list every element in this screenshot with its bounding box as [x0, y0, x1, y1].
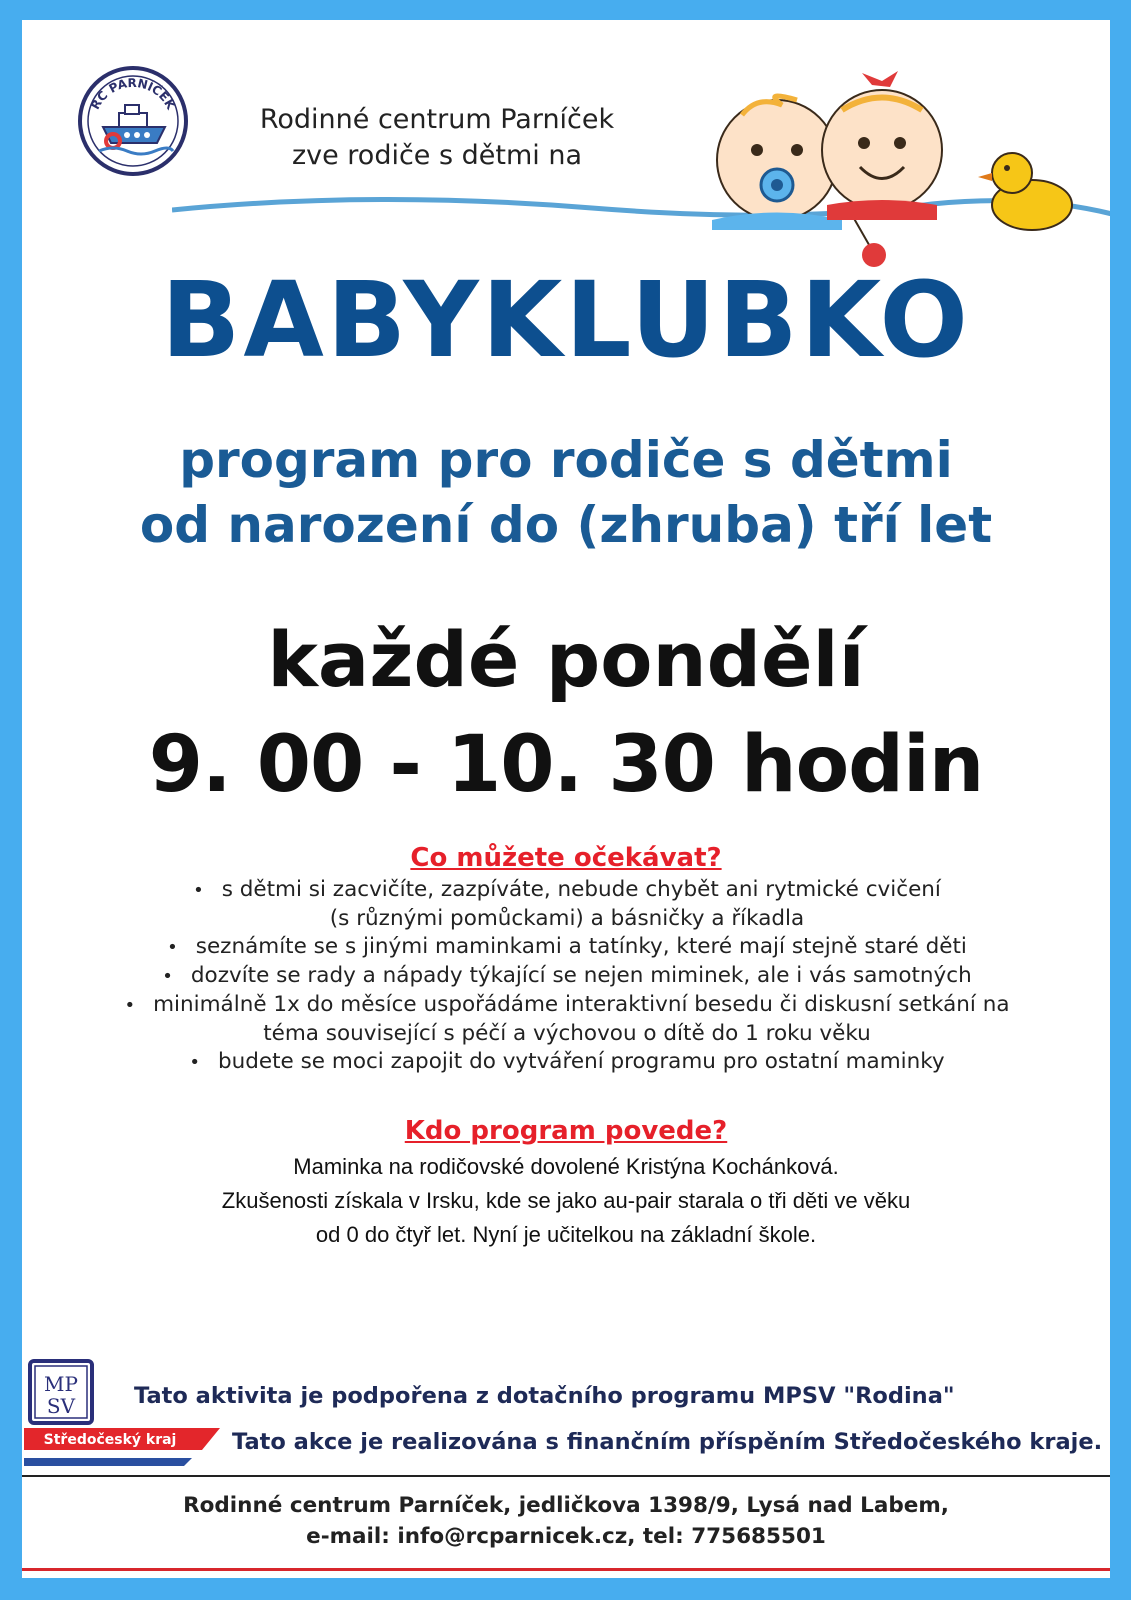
boat-logo-icon	[77, 65, 189, 177]
footer-address: Rodinné centrum Parníček, jedličkova 1398/9, Lysá nad Labem,	[183, 1493, 949, 1518]
header-line-2: zve rodiče s dětmi na	[291, 140, 583, 171]
expect-heading: Co můžete očekávat?	[410, 843, 722, 873]
kraj-funding-text: Tato akce je realizována s finančním příspěním Středočeského kraje.	[232, 1429, 1103, 1455]
header-invitation	[202, 102, 672, 174]
subtitle-line-1: program pro rodiče s dětmi	[179, 431, 953, 489]
mpsv-funding-text: Tato aktivita je podpořena z dotačního programu MPSV "Rodina"	[134, 1383, 955, 1409]
bio-line-3: od 0 do čtyř let. Nyní je učitelkou na základní škole.	[315, 1222, 817, 1247]
list-item: • dozvíte se rady a nápady týkající se nejen miminek, ale i vás samotných	[62, 962, 1072, 991]
header-line-1: Rodinné centrum Parníček	[259, 104, 615, 135]
schedule-time: 9. 00 - 10. 30 hodin	[148, 720, 984, 810]
divider	[22, 1475, 1110, 1477]
subtitle-line-2: od narození do (zhruba) tří let	[139, 496, 993, 554]
list-item: • budete se moci zapojit do vytváření programu pro ostatní maminky	[62, 1048, 1072, 1077]
subtitle	[22, 428, 1110, 558]
list-item: • s dětmi si zacvičíte, zazpíváte, nebude chybět ani rytmické cvičení (s různými pomůckami) a básničky a říkadla	[62, 876, 1072, 933]
list-item: • minimálně 1x do měsíce uspořádáme interaktivní besedu či diskusní setkání na téma související s péčí a výchovou o dítě do 1 roku věku	[62, 991, 1072, 1048]
svg-text:MP: MP	[44, 1372, 78, 1396]
kraj-logo	[24, 1428, 220, 1466]
footer-email-phone: e-mail: info@rcparnicek.cz, tel: 775685501	[306, 1524, 826, 1549]
mpsv-logo	[28, 1359, 94, 1425]
main-title: BABYKLUBKO	[161, 259, 971, 381]
bio-line-2: Zkušenosti získala v Irsku, kde se jako au-pair starala o tři děti ve věku	[221, 1188, 911, 1213]
list-item: • seznámíte se s jinými maminkami a tatínky, které mají stejně staré děti	[62, 933, 1072, 962]
bio-line-1: Maminka na rodičovské dovolené Kristýna Kochánková.	[293, 1154, 839, 1179]
expect-list	[62, 876, 1072, 1077]
svg-text:RC PARNÍČEK: RC PARNÍČEK	[88, 75, 178, 112]
svg-text:SV: SV	[46, 1394, 76, 1418]
schedule-day: každé pondělí	[267, 615, 865, 704]
poster	[22, 20, 1110, 1578]
leader-bio	[22, 1150, 1110, 1252]
babies-illustration	[702, 55, 1082, 270]
svg-text:Středočeský kraj: Středočeský kraj	[43, 1432, 177, 1448]
footer-contact	[22, 1490, 1110, 1552]
bottom-divider	[22, 1568, 1110, 1571]
leader-heading: Kdo program povede?	[404, 1116, 728, 1146]
